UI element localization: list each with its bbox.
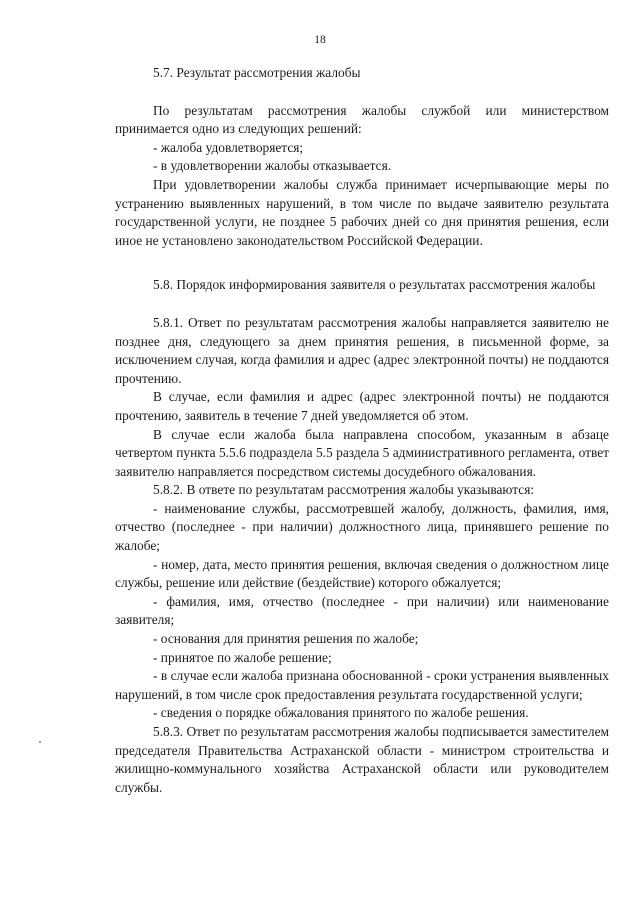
document-body bbox=[115, 64, 609, 797]
list-item-remedy-terms: - в случае если жалоба признана обоснованной - сроки устранения выявленных нарушений, в том числе срок предоставления результата государственной услуги; bbox=[115, 668, 609, 702]
paragraph-5-7-intro: По результатам рассмотрения жалобы службой или министерством принимается одно из следующих решений: bbox=[115, 102, 609, 137]
section-heading-5-7: 5.7. Результат рассмотрения жалобы bbox=[153, 65, 361, 80]
list-item-decision: - принятое по жалобе решение; bbox=[153, 649, 332, 665]
paragraph-5-8-2: 5.8.2. В ответе по результатам рассмотрения жалобы указываются: bbox=[153, 482, 535, 498]
page-number: 18 bbox=[314, 34, 326, 46]
list-item-complaint-rejected: - в удовлетворении жалобы отказывается. bbox=[153, 158, 392, 174]
list-item-decision-details: - номер, дата, место принятия решения, включая сведения о должностном лице службы, решение или действие (бездействие) которого обжалуется; bbox=[115, 556, 609, 591]
list-item-decision-grounds: - основания для принятия решения по жалобе; bbox=[153, 631, 419, 647]
paragraph-5-8-3: 5.8.3. Ответ по результатам рассмотрения жалобы подписывается заместителем председателя Правительства Астраханской области - министром строительства и жилищно-коммунального хозяйства Астраханской области или руководителем службы. bbox=[115, 724, 609, 795]
scan-speck bbox=[39, 741, 41, 743]
paragraph-5-7-measures: При удовлетворении жалобы служба принимает исчерпывающие меры по устранению выявленных нарушений, в том числе по выдаче заявителю результата государственной услуги, не позднее 5 рабочих дней со дня принятия решения, если иное не установлено законодательством Российской Федерации. bbox=[115, 176, 609, 248]
list-item-service-name: - наименование службы, рассмотревшей жалобу, должность, фамилия, имя, отчество (последнее - при наличии) должностного лица, принявшего решение по жалобе; bbox=[115, 500, 609, 554]
paragraph-pretrial-system: В случае если жалоба была направлена способом, указанным в абзаце четвертом пункта 5.5.6 подраздела 5.5 раздела 5 административного регламента, ответ заявителю направляется посредством системы досудебного обжалования. bbox=[115, 426, 609, 479]
list-item-applicant-name: - фамилия, имя, отчество (последнее - при наличии) или наименование заявителя; bbox=[115, 593, 609, 628]
list-item-complaint-satisfied: - жалоба удовлетворяется; bbox=[153, 139, 304, 155]
paragraph-5-8-1: 5.8.1. Ответ по результатам рассмотрения жалобы направляется заявителю не позднее дня, следующего за днем принятия решения, в письменной форме, за исключением случая, когда фамилия и адрес (адрес электронной почты) не поддаются прочтению. bbox=[115, 314, 609, 386]
list-item-appeal-procedure: - сведения о порядке обжалования принятого по жалобе решения. bbox=[153, 705, 529, 721]
paragraph-unreadable-address: В случае, если фамилия и адрес (адрес электронной почты) не поддаются прочтению, заявитель в течение 7 дней уведомляется об этом. bbox=[115, 389, 609, 423]
section-heading-5-8: 5.8. Порядок информирования заявителя о результатах рассмотрения жалобы bbox=[153, 277, 596, 293]
